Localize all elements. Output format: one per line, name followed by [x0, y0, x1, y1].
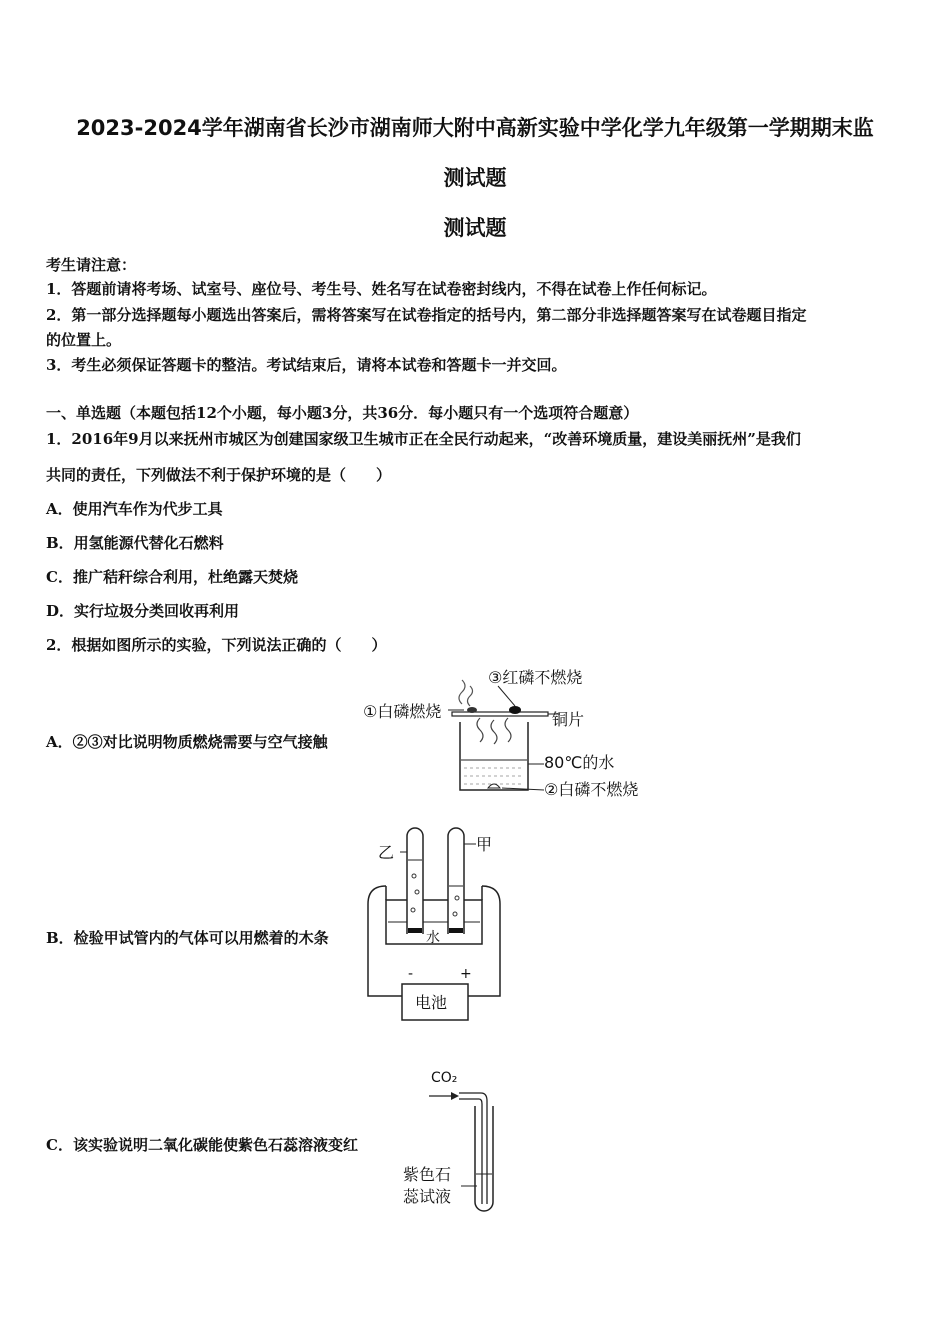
label-white-phosphorus: ①白磷燃烧 — [363, 702, 442, 721]
label-copper: 铜片 — [552, 710, 585, 729]
notice-item: 的位置上。 — [46, 331, 122, 349]
test-tube-yi — [407, 828, 423, 934]
notice-item: 2．第一部分选择题每小题选出答案后，需将答案写在试卷指定的括号内，第二部分非选择题答案写在试卷题目指定 — [46, 306, 807, 324]
label-red-phosphorus: ③红磷不燃烧 — [488, 668, 583, 687]
red-phosphorus-mark — [509, 706, 521, 714]
question-2-option-b: B．检验甲试管内的气体可以用燃着的木条 — [46, 929, 329, 947]
electrode-left — [408, 928, 422, 933]
leader-line — [498, 686, 515, 706]
label-minus: - — [408, 966, 414, 982]
steam-mark — [477, 718, 483, 742]
label-plus: + — [460, 966, 472, 982]
label-hot-water: 80℃的水 — [544, 753, 615, 772]
white-phosphorus-in-water — [488, 784, 500, 788]
co2-litmus-figure — [395, 1062, 525, 1222]
steam-mark — [505, 718, 511, 742]
white-phosphorus-mark — [467, 707, 477, 713]
label-litmus-cont: 蕊试液 — [403, 1187, 452, 1206]
notice-item: 3．考生必须保证答题卡的整洁。考试结束后，请将本试卷和答题卡一并交回。 — [46, 356, 567, 374]
label-yi: 乙 — [378, 843, 395, 862]
delivery-tube — [459, 1093, 487, 1204]
copper-plate — [452, 712, 548, 716]
question-1-option-b: B．用氢能源代替化石燃料 — [46, 534, 224, 552]
question-1-option-d: D．实行垃圾分类回收再利用 — [46, 602, 240, 620]
page-subtitle: 测试题 — [443, 216, 507, 240]
wire-down — [386, 886, 482, 900]
notice-item: 1．答题前请将考场、试室号、座位号、考生号、姓名写在试卷密封线内，不得在试卷上作任何标记。 — [46, 280, 717, 298]
steam-mark — [491, 720, 497, 744]
label-co2: CO₂ — [431, 1070, 458, 1086]
label-jia: 甲 — [476, 835, 493, 854]
question-1-stem-cont: 共同的责任，下列做法不利于保护环境的是（ ） — [46, 466, 392, 484]
question-2-stem: 2．根据如图所示的实验，下列说法正确的（ ） — [46, 636, 387, 654]
test-tube — [475, 1106, 493, 1211]
question-2-option-c: C．该实验说明二氧化碳能使紫色石蕊溶液变红 — [46, 1136, 358, 1154]
section-heading: 一、单选题（本题包括12个小题，每小题3分，共36分．每小题只有一个选项符合题意） — [46, 404, 639, 422]
smoke-mark — [459, 680, 465, 704]
question-1-option-c: C．推广秸秆综合利用，杜绝露天焚烧 — [46, 568, 298, 586]
label-battery: 电池 — [415, 993, 448, 1012]
smoke-mark — [468, 686, 473, 706]
combustion-experiment-figure — [360, 664, 660, 804]
label-white-phosphorus-water: ②白磷不燃烧 — [544, 780, 639, 799]
page-title: 2023-2024学年湖南省长沙市湖南师大附中高新实验中学化学九年级第一学期期末监 — [76, 116, 874, 140]
question-1-option-a: A．使用汽车作为代步工具 — [46, 500, 223, 518]
question-2-option-a: A．②③对比说明物质燃烧需要与空气接触 — [46, 733, 328, 751]
notice-heading: 考生请注意： — [46, 256, 137, 274]
test-tube-jia — [448, 828, 464, 934]
page-title-cont: 测试题 — [443, 166, 507, 190]
question-1-stem: 1．2016年9月以来抚州市城区为创建国家级卫生城市正在全民行动起来，“改善环境质量，建设美丽抚州”是我们 — [46, 430, 801, 448]
electrolysis-figure — [360, 824, 530, 1024]
arrow-head — [451, 1092, 459, 1100]
label-water: 水 — [426, 930, 440, 946]
label-litmus: 紫色石 — [403, 1165, 452, 1184]
electrode-right — [449, 928, 463, 933]
delivery-tube-inner — [459, 1099, 482, 1204]
